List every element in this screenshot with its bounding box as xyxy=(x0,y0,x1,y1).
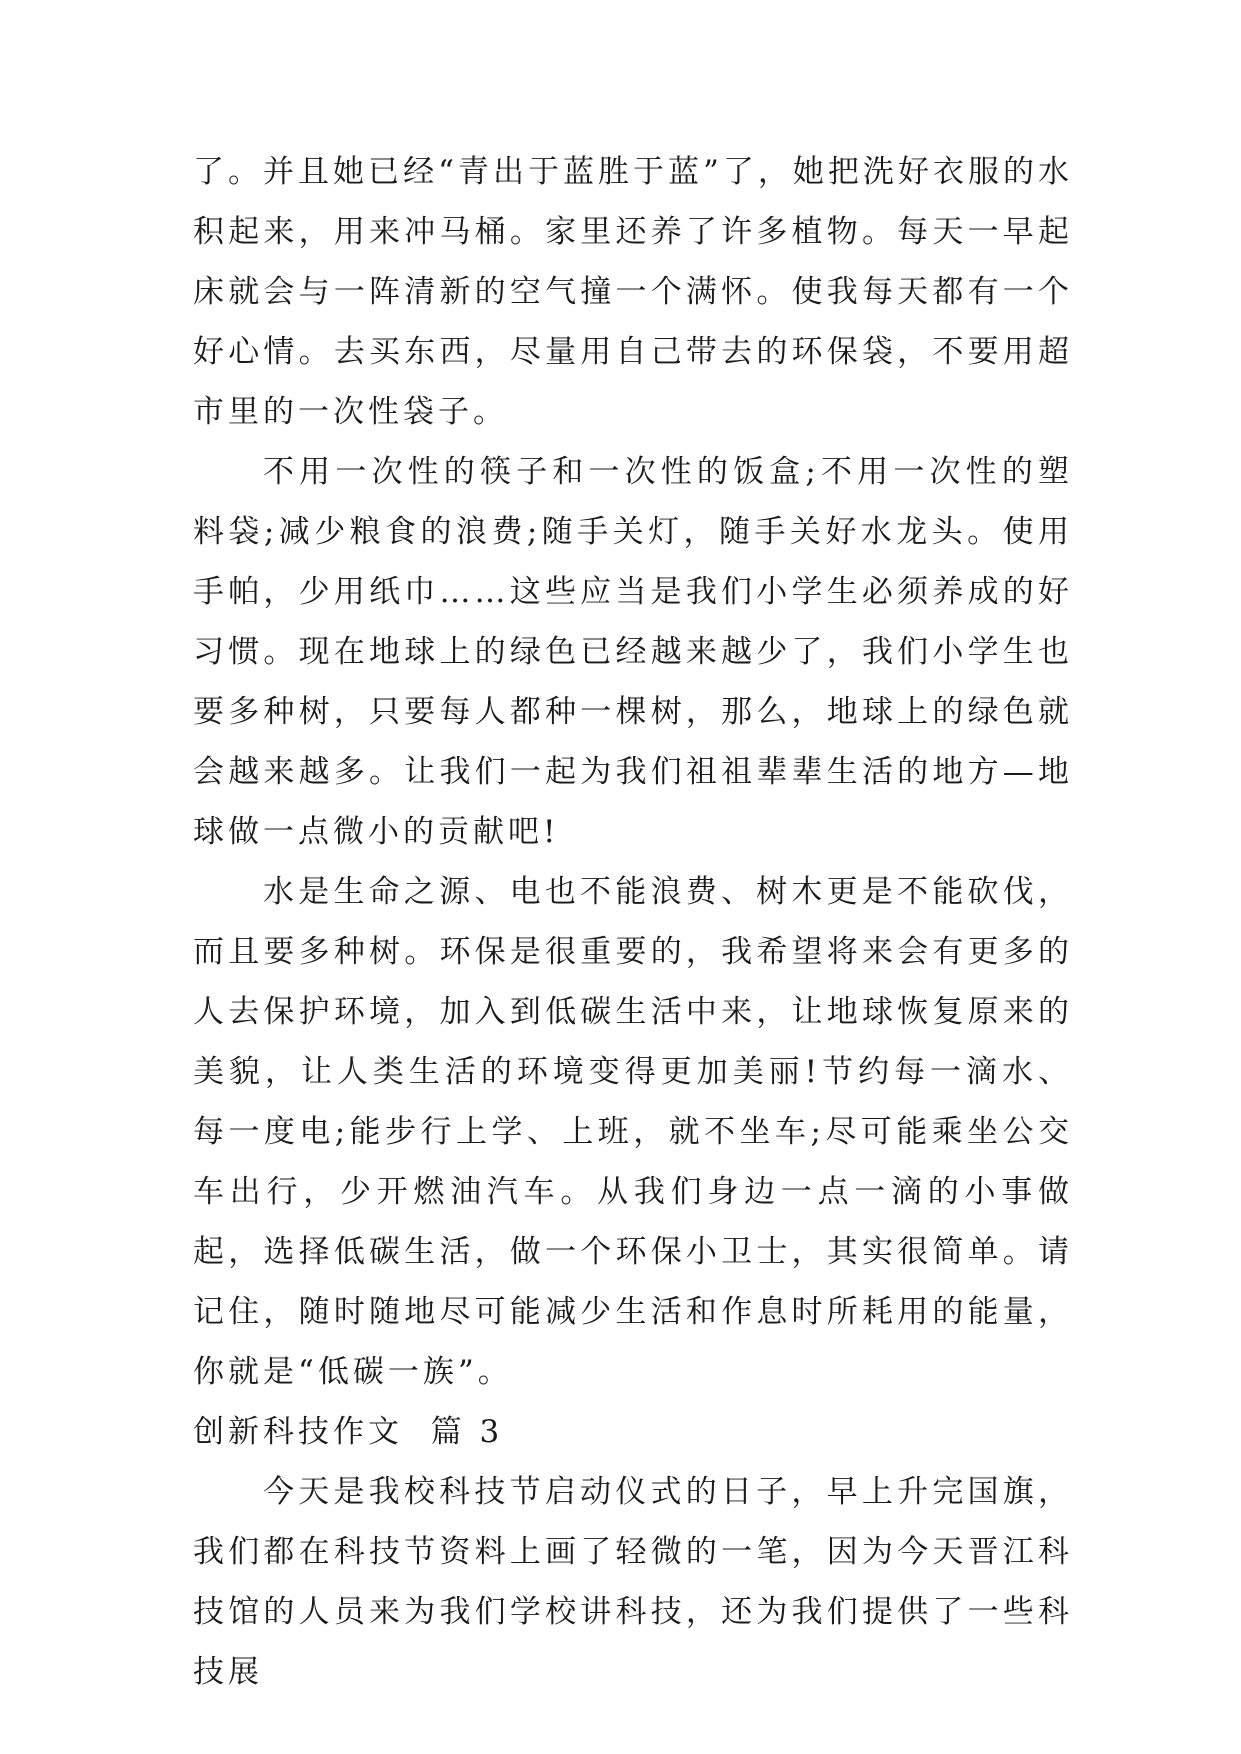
paragraph-4: 今天是我校科技节启动仪式的日子，早上升完国旗，我们都在科技节资料上画了轻微的一笔，因为今天晋江科技馆的人员来为我们学校讲科技，还为我们提供了一些科技展 xyxy=(193,1474,1073,1690)
paragraph-1: 了。并且她已经“青出于蓝胜于蓝”了，她把洗好衣服的水积起来，用来冲马桶。家里还养了许多植物。每天一早起床就会与一阵清新的空气撞一个满怀。使我每天都有一个好心情。去买东西，尽量用自己带去的环保袋，不要用超市里的一次性袋子。 xyxy=(193,154,1073,430)
paragraph-2: 不用一次性的筷子和一次性的饭盒;不用一次性的塑料袋;减少粮食的浪费;随手关灯，随手关好水龙头。使用手帕，少用纸巾……这些应当是我们小学生必须养成的好习惯。现在地球上的绿色已经越来越少了，我们小学生也要多种树，只要每人都种一棵树，那么，地球上的绿色就会越来越多。让我们一起为我们祖祖辈辈生活的地方—地球做一点微小的贡献吧! xyxy=(193,454,1073,850)
paragraph-3: 水是生命之源、电也不能浪费、树木更是不能砍伐，而且要多种树。环保是很重要的，我希望将来会有更多的人去保护环境，加入到低碳生活中来，让地球恢复原来的美貌，让人类生活的环境变得更加美丽!节约每一滴水、每一度电;能步行上学、上班，就不坐车;尽可能乘坐公交车出行，少开燃油汽车。从我们身边一点一滴的小事做起，选择低碳生活，做一个环保小卫士，其实很简单。请记住，随时随地尽可能减少生活和作息时所耗用的能量，你就是“低碳一族”。 xyxy=(193,874,1073,1390)
section-heading: 创新科技作文 篇 3 xyxy=(193,1414,504,1450)
document-body xyxy=(193,142,1073,1702)
